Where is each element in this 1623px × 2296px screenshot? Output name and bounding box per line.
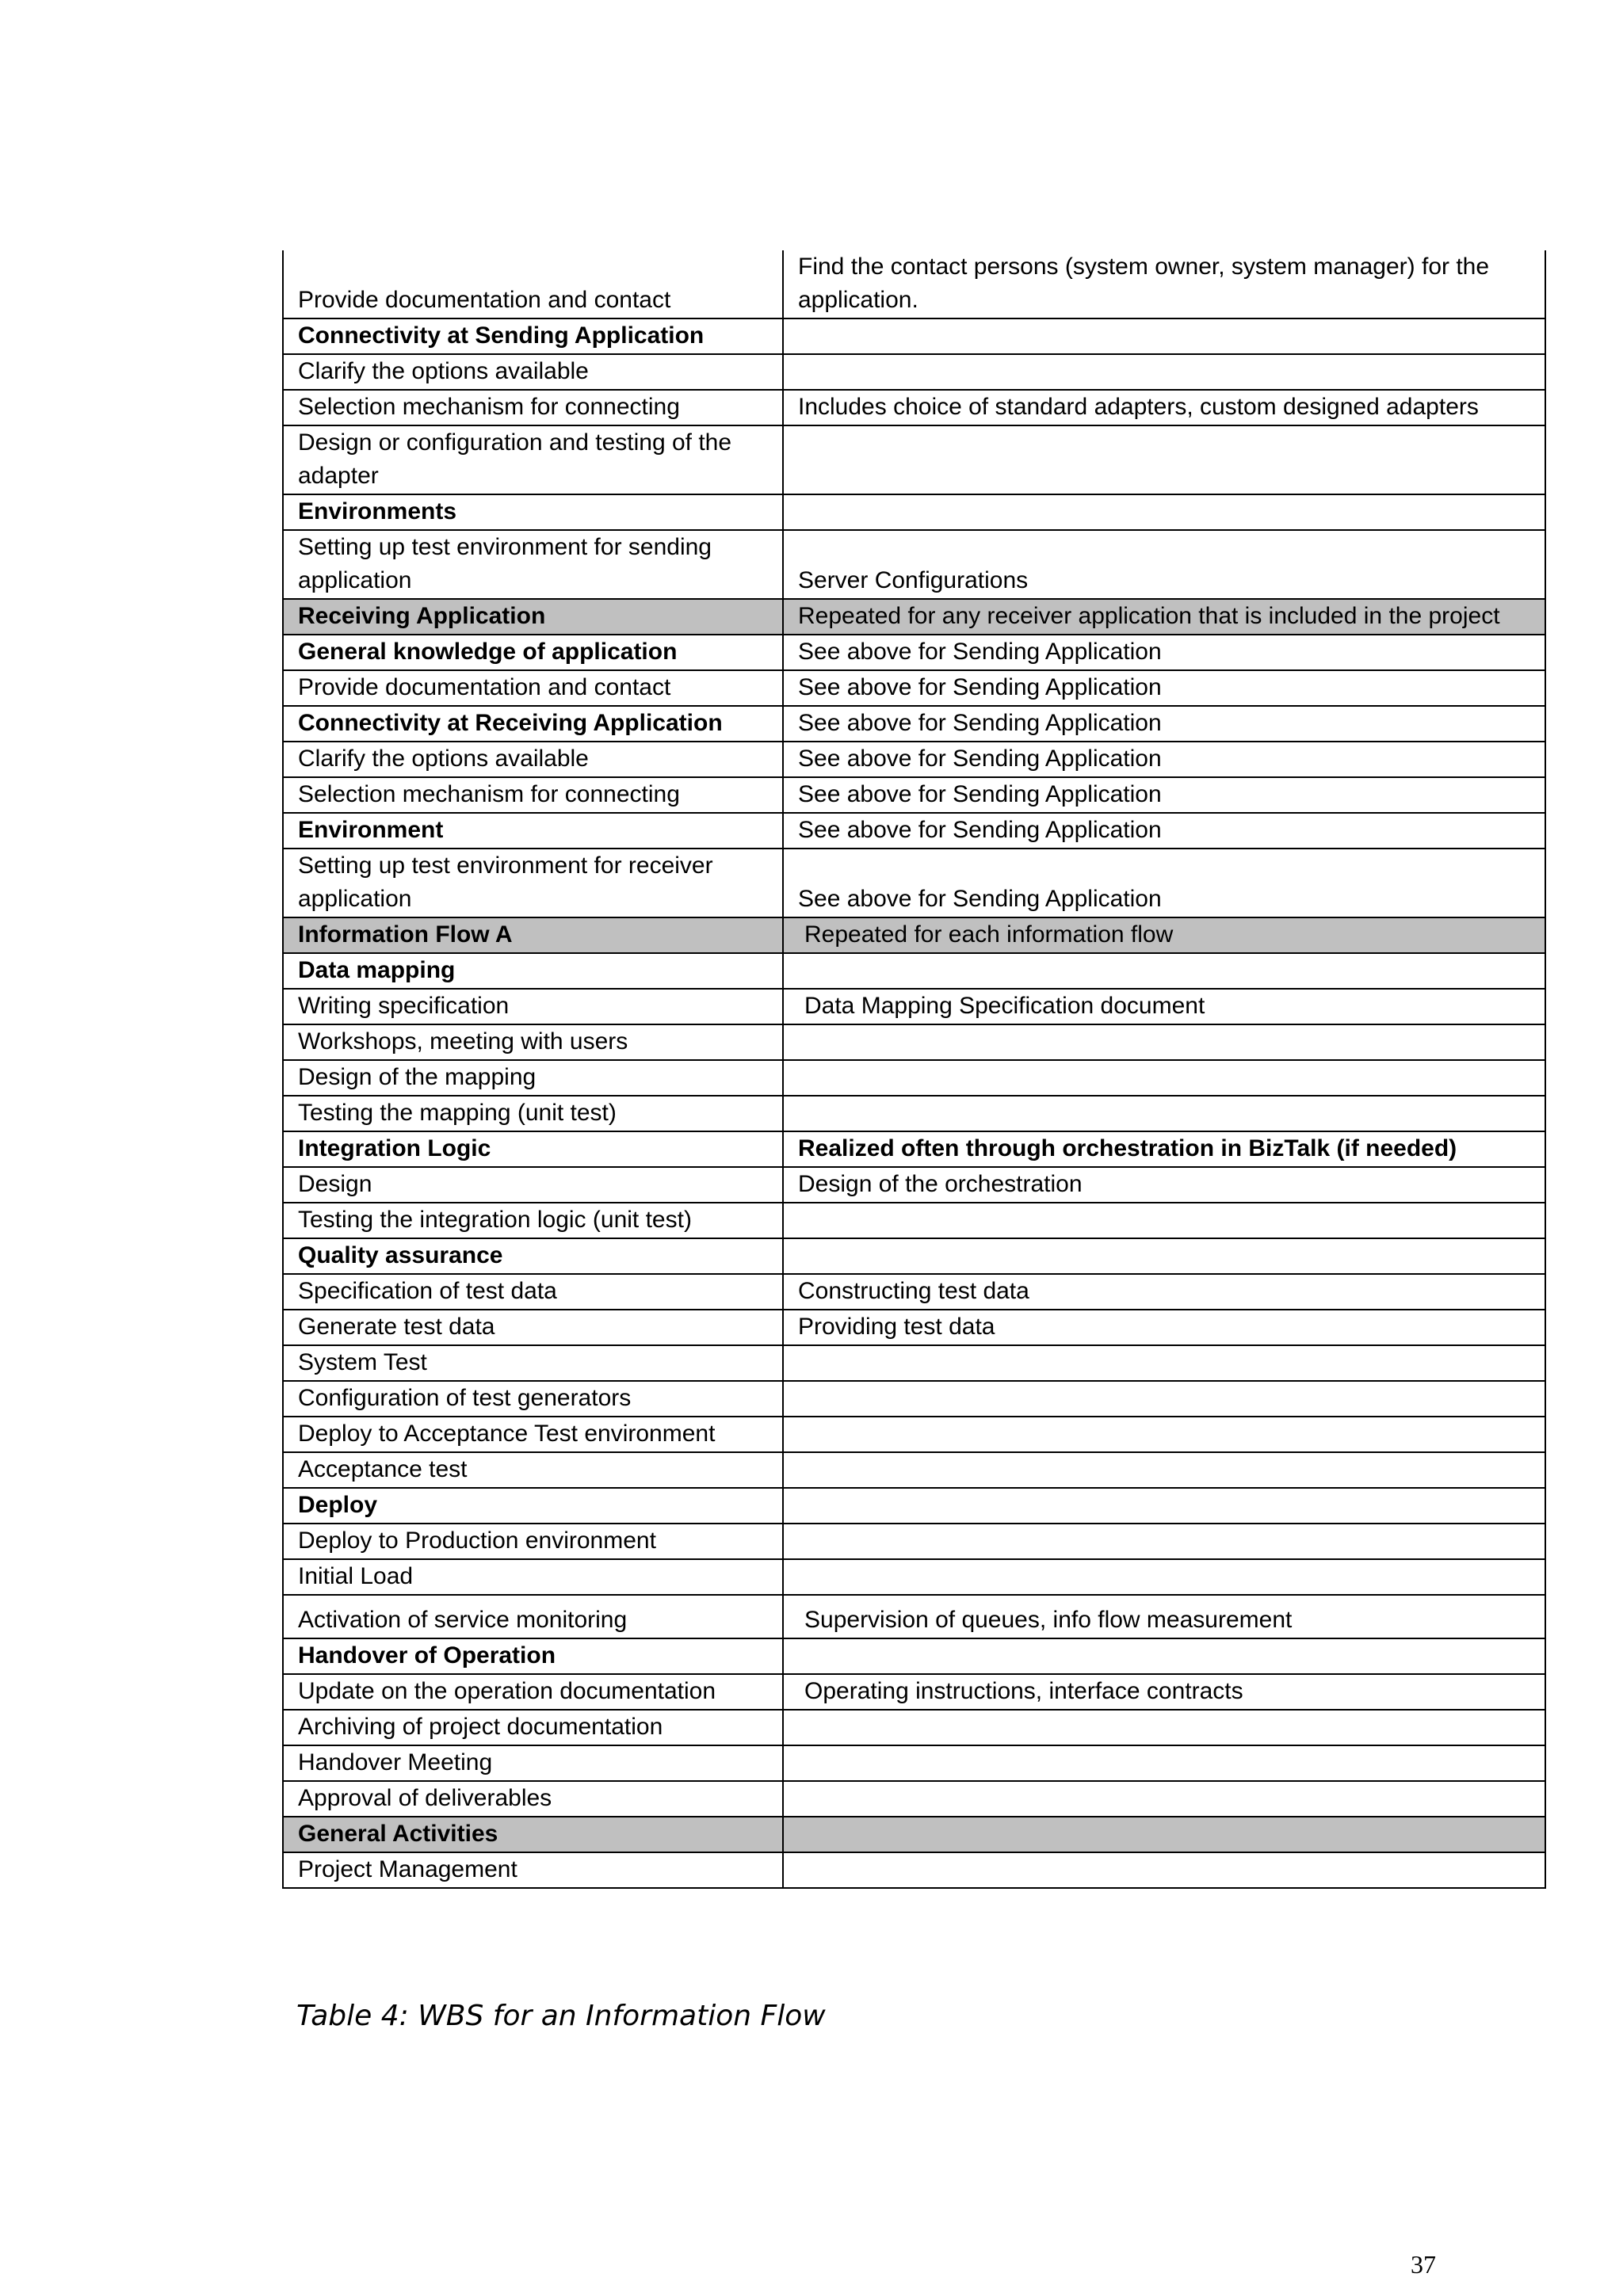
activity-cell: Setting up test environment for sending application (283, 530, 783, 599)
description-cell: Data Mapping Specification document (783, 989, 1545, 1024)
activity-cell: Environments (283, 494, 783, 530)
activity-cell: Activation of service monitoring (283, 1595, 783, 1638)
activity-cell: Handover of Operation (283, 1638, 783, 1674)
table-row (283, 742, 1545, 777)
table-row (283, 1524, 1545, 1559)
activity-cell: Quality assurance (283, 1238, 783, 1274)
activity-cell: Approval of deliverables (283, 1781, 783, 1817)
description-cell (783, 1060, 1545, 1096)
activity-cell: Provide documentation and contact (283, 670, 783, 706)
description-cell: Realized often through orchestration in BizTalk (if needed) (783, 1131, 1545, 1167)
description-cell: See above for Sending Application (783, 777, 1545, 813)
activity-cell: Setting up test environment for receiver application (283, 849, 783, 917)
activity-cell: Clarify the options available (283, 354, 783, 390)
description-cell (783, 1852, 1545, 1888)
activity-cell: Selection mechanism for connecting (283, 390, 783, 425)
description-cell (783, 1488, 1545, 1524)
table-row (283, 1638, 1545, 1674)
table-row (283, 1745, 1545, 1781)
table-row (283, 989, 1545, 1024)
table-row (283, 1238, 1545, 1274)
table-row (283, 318, 1545, 354)
activity-cell: Update on the operation documentation (283, 1674, 783, 1710)
activity-cell: Archiving of project documentation (283, 1710, 783, 1745)
table-row (283, 1310, 1545, 1345)
activity-cell: General Activities (283, 1817, 783, 1852)
activity-cell: Design (283, 1167, 783, 1203)
activity-cell: Design of the mapping (283, 1060, 783, 1096)
description-cell: Supervision of queues, info flow measurement (783, 1595, 1545, 1638)
table-row (283, 494, 1545, 530)
activity-cell: Connectivity at Receiving Application (283, 706, 783, 742)
activity-cell: Selection mechanism for connecting (283, 777, 783, 813)
table-row (283, 1559, 1545, 1595)
description-cell (783, 1638, 1545, 1674)
table-row (283, 813, 1545, 849)
description-cell: Repeated for each information flow (783, 917, 1545, 953)
description-cell: See above for Sending Application (783, 706, 1545, 742)
table-row (283, 1131, 1545, 1167)
page-number: 37 (1411, 2250, 1436, 2279)
activity-cell: General knowledge of application (283, 635, 783, 670)
activity-cell: Configuration of test generators (283, 1381, 783, 1417)
table-row (283, 1024, 1545, 1060)
table-row (283, 530, 1545, 599)
description-cell: Server Configurations (783, 530, 1545, 599)
wbs-table (282, 250, 1546, 1889)
description-cell (783, 1417, 1545, 1452)
table-row (283, 1274, 1545, 1310)
description-cell (783, 1817, 1545, 1852)
table-row (283, 706, 1545, 742)
description-cell (783, 1452, 1545, 1488)
activity-cell: Specification of test data (283, 1274, 783, 1310)
activity-cell: Testing the mapping (unit test) (283, 1096, 783, 1131)
activity-cell: Testing the integration logic (unit test) (283, 1203, 783, 1238)
activity-cell: Handover Meeting (283, 1745, 783, 1781)
table-row (283, 425, 1545, 494)
table-row (283, 1060, 1545, 1096)
table-row (283, 354, 1545, 390)
activity-cell: Workshops, meeting with users (283, 1024, 783, 1060)
table-row (283, 635, 1545, 670)
table-row (283, 1417, 1545, 1452)
activity-cell: Deploy (283, 1488, 783, 1524)
table-row (283, 1710, 1545, 1745)
activity-cell: Environment (283, 813, 783, 849)
activity-cell: Deploy to Production environment (283, 1524, 783, 1559)
activity-cell: Design or configuration and testing of the adapter (283, 425, 783, 494)
description-cell: See above for Sending Application (783, 742, 1545, 777)
description-cell (783, 425, 1545, 494)
description-cell: See above for Sending Application (783, 635, 1545, 670)
table-row (283, 1096, 1545, 1131)
description-cell (783, 1745, 1545, 1781)
table-row (283, 670, 1545, 706)
table-row (283, 1852, 1545, 1888)
table-row (283, 1781, 1545, 1817)
activity-cell: Information Flow A (283, 917, 783, 953)
activity-cell: Initial Load (283, 1559, 783, 1595)
description-cell: Providing test data (783, 1310, 1545, 1345)
description-cell (783, 1781, 1545, 1817)
activity-cell: Writing specification (283, 989, 783, 1024)
table-row (283, 1452, 1545, 1488)
activity-cell: Deploy to Acceptance Test environment (283, 1417, 783, 1452)
wbs-table-body (283, 250, 1545, 1888)
table-row (283, 599, 1545, 635)
description-cell (783, 1559, 1545, 1595)
table-row (283, 1167, 1545, 1203)
activity-cell: Data mapping (283, 953, 783, 989)
description-cell (783, 953, 1545, 989)
description-cell (783, 354, 1545, 390)
table-row (283, 1345, 1545, 1381)
description-cell: Find the contact persons (system owner, system manager) for the application. (783, 250, 1545, 318)
description-cell (783, 1710, 1545, 1745)
description-cell (783, 1381, 1545, 1417)
description-cell (783, 1096, 1545, 1131)
activity-cell: Acceptance test (283, 1452, 783, 1488)
table-row (283, 849, 1545, 917)
description-cell: Repeated for any receiver application that is included in the project (783, 599, 1545, 635)
description-cell: See above for Sending Application (783, 813, 1545, 849)
table-row (283, 777, 1545, 813)
description-cell (783, 1345, 1545, 1381)
activity-cell: Generate test data (283, 1310, 783, 1345)
table-row (283, 1203, 1545, 1238)
table-row (283, 250, 1545, 318)
description-cell (783, 1203, 1545, 1238)
description-cell (783, 494, 1545, 530)
description-cell: Constructing test data (783, 1274, 1545, 1310)
description-cell: See above for Sending Application (783, 849, 1545, 917)
activity-cell: Clarify the options available (283, 742, 783, 777)
table-row (283, 953, 1545, 989)
table-row (283, 917, 1545, 953)
description-cell: See above for Sending Application (783, 670, 1545, 706)
description-cell (783, 1524, 1545, 1559)
table-row (283, 1674, 1545, 1710)
table-caption: Table 4: WBS for an Information Flow (296, 2000, 826, 2032)
description-cell: Design of the orchestration (783, 1167, 1545, 1203)
activity-cell: System Test (283, 1345, 783, 1381)
activity-cell: Provide documentation and contact (283, 250, 783, 318)
table-row (283, 1381, 1545, 1417)
table-row (283, 390, 1545, 425)
activity-cell: Integration Logic (283, 1131, 783, 1167)
description-cell (783, 1238, 1545, 1274)
activity-cell: Receiving Application (283, 599, 783, 635)
description-cell (783, 318, 1545, 354)
description-cell: Includes choice of standard adapters, custom designed adapters (783, 390, 1545, 425)
activity-cell: Connectivity at Sending Application (283, 318, 783, 354)
table-row (283, 1595, 1545, 1638)
description-cell: Operating instructions, interface contracts (783, 1674, 1545, 1710)
table-row (283, 1488, 1545, 1524)
table-row (283, 1817, 1545, 1852)
description-cell (783, 1024, 1545, 1060)
activity-cell: Project Management (283, 1852, 783, 1888)
